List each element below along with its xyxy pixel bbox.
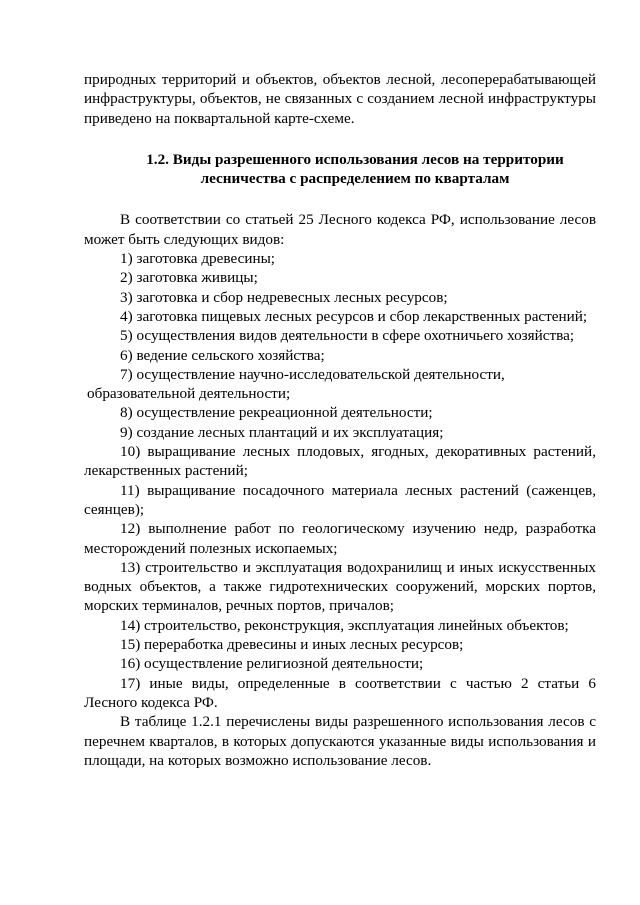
closing-line-2: перечнем кварталов, в которых допускаются указанные виды использования и	[84, 732, 596, 750]
list-item: 1) заготовка древесины;	[120, 250, 276, 268]
section-heading	[84, 150, 596, 189]
list-item: 12) выполнение работ по геологическому изучению недр, разработка	[120, 520, 596, 538]
list-item-continuation: месторождений полезных ископаемых;	[84, 539, 338, 557]
list-item-continuation: сеянцев);	[84, 500, 145, 518]
list-item: 6) ведение сельского хозяйства;	[120, 346, 325, 364]
list-item-continuation: Лесного кодекса РФ.	[84, 693, 218, 711]
list-item: 16) осуществление религиозной деятельности;	[120, 655, 424, 673]
list-item: 7) осуществление научно-исследовательской деятельности,	[120, 365, 505, 383]
list-item-continuation: лекарственных растений;	[84, 462, 248, 480]
page-content	[84, 70, 596, 770]
list-item-continuation: образовательной деятельности;	[87, 385, 291, 403]
list-item: 9) создание лесных плантаций и их эксплуатация;	[120, 423, 444, 441]
intro-line-3: приведено на поквартальной карте-схеме.	[84, 109, 355, 127]
list-item: 5) осуществления видов деятельности в сфере охотничьего хозяйства;	[120, 327, 575, 345]
list-item: 10) выращивание лесных плодовых, ягодных, декоративных растений,	[120, 443, 596, 461]
lead-line-1: В соответствии со статьей 25 Лесного кодекса РФ, использование лесов	[120, 211, 596, 229]
list-item: 3) заготовка и сбор недревесных лесных ресурсов;	[120, 288, 448, 306]
list-item-continuation: морских терминалов, речных портов, причалов;	[84, 597, 395, 615]
list-item: 17) иные виды, определенные в соответствии с частью 2 статьи 6	[120, 674, 596, 692]
closing-line-3: площади, на которых возможно использование лесов.	[84, 751, 432, 769]
heading-line-2: лесничества с распределением по кварталам	[200, 170, 510, 188]
lead-line-2: может быть следующих видов:	[84, 230, 285, 248]
list-item: 11) выращивание посадочного материала лесных растений (саженцев,	[120, 481, 596, 499]
list-item: 2) заготовка живицы;	[120, 269, 258, 287]
list-item: 4) заготовка пищевых лесных ресурсов и сбор лекарственных растений;	[120, 307, 588, 325]
list-item: 14) строительство, реконструкция, эксплуатация линейных объектов;	[120, 616, 569, 634]
list-item: 15) переработка древесины и иных лесных ресурсов;	[120, 636, 464, 654]
intro-line-2: инфраструктуры, объектов, не связанных с созданием лесной инфраструктуры	[84, 90, 596, 108]
intro-line-1: природных территорий и объектов, объектов лесной, лесоперерабатывающей	[84, 71, 596, 88]
closing-line-1: В таблице 1.2.1 перечислены виды разрешенного использования лесов с	[120, 713, 596, 731]
list-item-continuation: водных объектов, а также гидротехнических сооружений, морских портов,	[84, 578, 596, 596]
list-item: 8) осуществление рекреационной деятельности;	[120, 404, 433, 422]
heading-line-1: 1.2. Виды разрешенного использования лесов на территории	[146, 150, 564, 168]
intro-paragraph	[84, 70, 596, 128]
body-text	[84, 210, 596, 770]
list-item: 13) строительство и эксплуатация водохранилищ и иных искусственных	[120, 558, 596, 576]
